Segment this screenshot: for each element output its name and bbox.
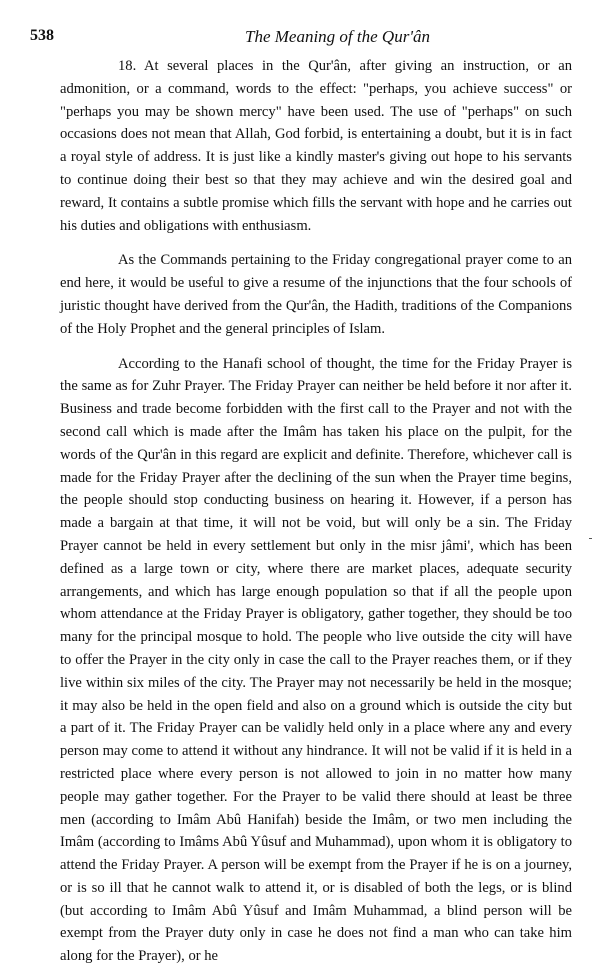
page-body (60, 55, 572, 968)
page-header (30, 27, 570, 51)
page-number: 538 (30, 27, 54, 44)
paragraph-hanafi-school: According to the Hanafi school of thought, the time for the Friday Prayer is the same as for Zuhr Prayer. The Friday Prayer can neither be held before it nor after it. Business and trade become forbidden with the first call to the Prayer and not with the second call which is made after the Imâm has taken his place on the pulpit, for the words of the Qur'ân in this regard are explicit and definite. Therefore, whichever call is made for the Friday Prayer after the declining of the sun when the Prayer time begins, the people should stop conducting business on hearing it. However, if a person has made a bargain at that time, it will not be void, but will only be a sin. The Friday Prayer cannot be held in every settlement but only in the misr jâmi', which has been defined as a large town or city, where there are market places, adequate security arrangements, and which has large enough population so that if all the people upon whom attendance at the Friday Prayer is obligatory, gather together, they should be too many for the principal mosque to hold. The people who live outside the city will have to offer the Prayer in the city only in case the call to the Prayer reaches them, or if they live within six miles of the city. The Prayer may not necessarily be held in the mosque; it may also be held in the open field and also on a ground which is outside the city but a part of it. The Friday Prayer can be validly held only in a place where any and every person may come to attend it without any hindrance. It will not be valid if it is held in a restricted place where every person is not allowed to join in no matter how many people may gather together. For the Prayer to be valid there should at least be three men (according to Imâm Abû Hanifah) beside the Imâm, or two men including the Imâm (according to Imâms Abû Yûsuf and Muhammad), upon whom it is obligatory to attend the Friday Prayer. A person will be exempt from the Prayer if he is on a journey, or is so ill that he cannot walk to attend it, or is disabled of both the legs, or is blind (but according to Imâm Abû Yûsuf and Imâm Muhammad, a blind person will be exempt from the Prayer duty only in case he does not find a man who can take him along for the Prayer), or he (60, 355, 572, 965)
paragraph-note-18: 18. At several places in the Qur'ân, after giving an instruction, or an admonition, or a command, words to the effect: "perhaps, you achieve success" or "perhaps you may be shown mercy" have been used. The use of "perhaps" on such occasions does not mean that Allah, God forbid, is entertaining a doubt, but it is in fact a royal style of address. It is just like a kindly master's giving out hope to his servants to continue doing their best so that they may achieve and win the desired goal and reward, It contains a subtle promise which fills the servant with hope and he carries out his duties and obligations with enthusiasm. (60, 58, 572, 234)
paragraph-resume-intro: As the Commands pertaining to the Friday congregational prayer come to an end here, it would be useful to give a resume of the injunctions that the four schools of juristic thought have derived from the Qur'ân, the Hadith, traditions of the Companions of the Holy Prophet and the general principles of Islam. (60, 252, 572, 337)
scan-edge-mark (589, 538, 592, 539)
running-title: The Meaning of the Qur'ân (245, 27, 430, 46)
